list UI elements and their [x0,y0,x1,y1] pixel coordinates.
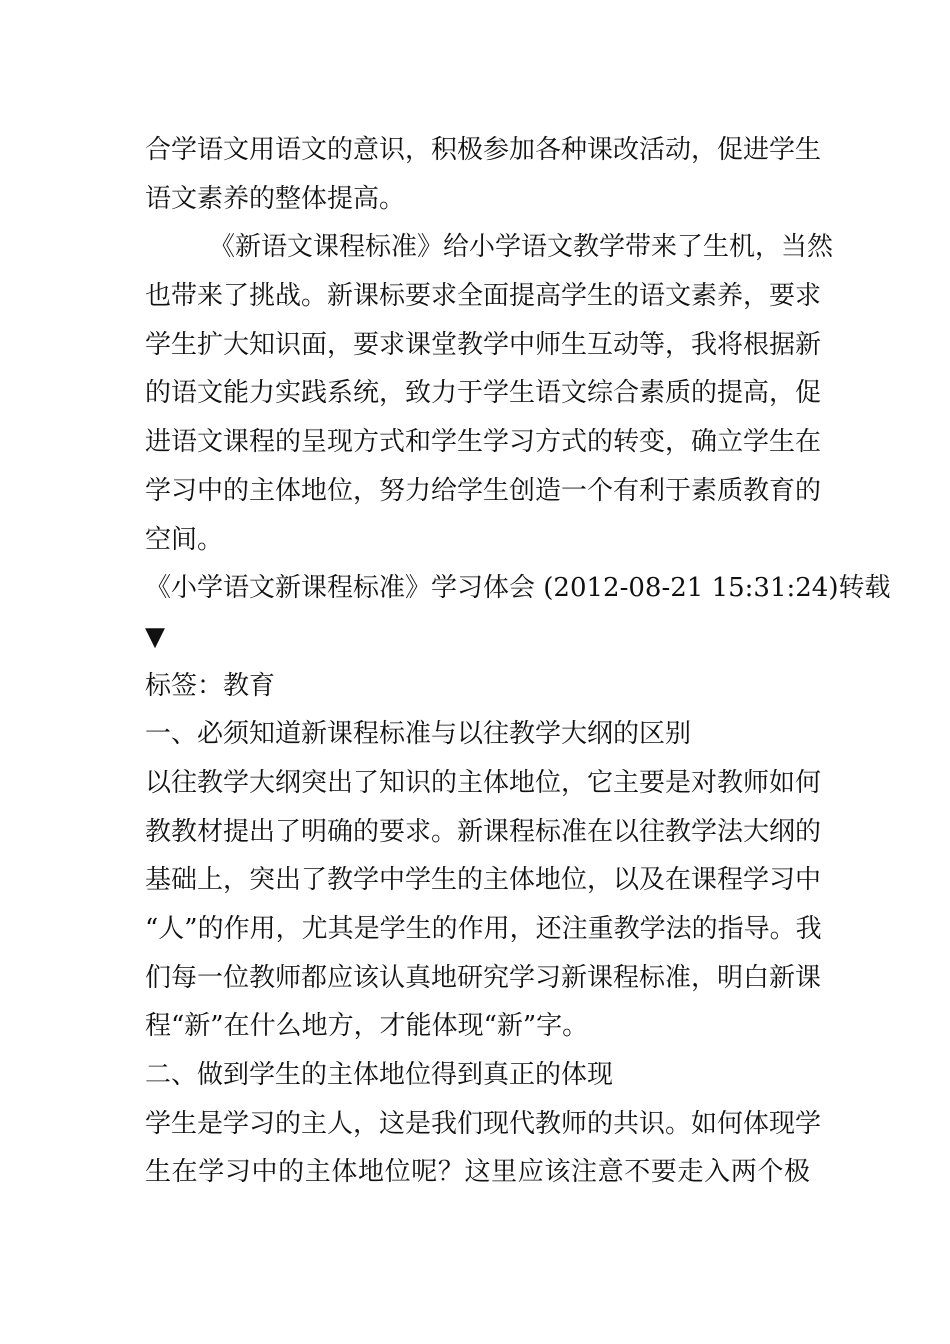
text-line: “人”的作用，尤其是学生的作用，还注重教学法的指导。我 [145,914,822,944]
text-line: 生在学习中的主体地位呢？这里应该注意不要走入两个极 [145,1157,810,1188]
text-line: 空间。 [145,524,224,555]
text-line: 程“新”在什么地方，才能体现“新”字。 [145,1011,589,1042]
text-line: 学生扩大知识面，要求课堂教学中师生互动等，我将根据新 [145,329,822,360]
text-line: 《新语文课程标准》给小学语文教学带来了生机，当然 [209,232,834,263]
dropdown-arrow-icon[interactable]: ▼ [145,621,165,652]
text-line: 也带来了挑战。新课标要求全面提高学生的语文素养，要求 [145,281,822,312]
text-line: 的语文能力实践系统，致力于学生语文综合素质的提高，促 [145,378,822,409]
text-line: 合学语文用语文的意识，积极参加各种课改活动，促进学生 [145,135,822,165]
document-page [145,126,891,1197]
text-line: 以往教学大纲突出了知识的主体地位，它主要是对教师如何 [145,767,822,798]
text-line: 进语文课程的呈现方式和学生学习方式的转变，确立学生在 [145,427,822,458]
section-heading-1: 一、必须知道新课程标准与以往教学大纲的区别 [145,719,692,750]
article-title-line: 《小学语文新课程标准》学习体会 (2012-08-21 15:31:24)转载 [145,573,891,604]
text-line: 教教材提出了明确的要求。新课程标准在以往教学法大纲的 [145,816,822,847]
tags-line: 标签：教育 [145,670,276,701]
text-line: 语文素养的整体提高。 [145,183,406,214]
text-line: 基础上，突出了教学中学生的主体地位，以及在课程学习中 [145,865,822,896]
text-line: 们每一位教师都应该认真地研究学习新课程标准，明白新课 [145,962,822,993]
text-line: 学习中的主体地位，努力给学生创造一个有利于素质教育的 [145,475,822,506]
text-line: 学生是学习的主人，这是我们现代教师的共识。如何体现学 [145,1108,822,1139]
section-heading-2: 二、做到学生的主体地位得到真正的体现 [145,1060,614,1091]
